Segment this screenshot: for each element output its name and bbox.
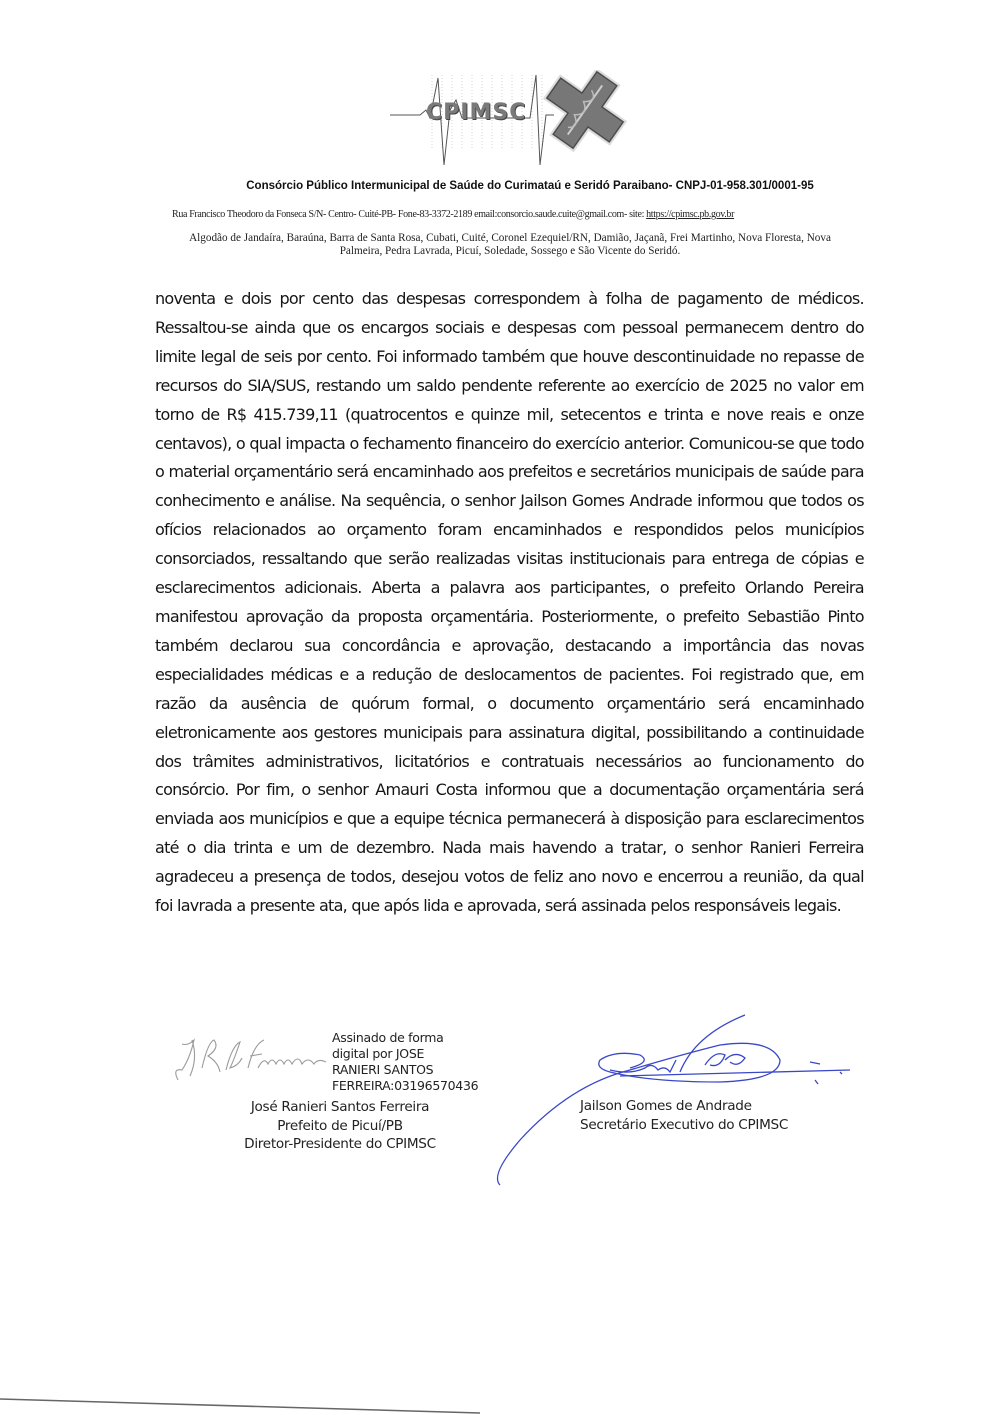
- signer-role: Secretário Executivo do CPIMSC: [580, 1117, 789, 1133]
- stamp-line: Assinado de forma: [332, 1030, 444, 1045]
- address-text: Rua Francisco Theodoro da Fonseca S/N- Centro- Cuité-PB- Fone-83-3372-2189: [172, 209, 475, 220]
- cpimsc-logo: [390, 70, 630, 170]
- signer-block-left: [190, 1098, 490, 1154]
- stamp-line: digital por JOSE: [332, 1046, 425, 1061]
- page-edge-line: [0, 1385, 1000, 1415]
- member-municipalities: [150, 232, 870, 258]
- signature-ranieri: [168, 1028, 338, 1088]
- minutes-paragraph: noventa e dois por cento das despesas correspondem à folha de pagamento de médicos. Ressaltou-se ainda que os encargos sociais e despesas com pessoal permanecem dentro do limite legal de seis por cento. Foi informado também que houve descontinuidade no repasse de recursos do SIA/SUS, restando um saldo pendente referente ao exercício de 2025 no valor em torno de R$ 415.739,11 (quatrocentos e quinze mil, setecentos e trinta e nove reais e onze centavos), o qual impacta o fechamento financeiro do exercício anterior. Comunicou-se que todo o material orçamentário será encaminhado aos prefeitos e secretários municipais de saúde para conhecimento e análise. Na sequência, o senhor Jailson Gomes Andrade informou que todos os ofícios relacionados ao orçamento foram encaminhados e respondidos pelos municípios consorciados, ressaltando que serão realizadas visitas institucionais para entrega de cópias e esclarecimentos adicionais. Aberta a palavra aos participantes, o prefeito Orlando Pereira manifestou aprovação da proposta orçamentária. Posteriormente, o prefeito Sebastião Pinto também declarou sua concordância e aprovação, destacando a importância das novas especialidades médicas e a redução de deslocamentos de pacientes. Foi registrado que, em razão da ausência de quórum formal, o documento orçamentário será encaminhado eletronicamente aos gestores municipais para assinatura digital, possibilitando a continuidade dos trâmites administrativos, licitatórios e contratuais necessários ao funcionamento do consórcio. Por fim, o senhor Amauri Costa informou que a documentação orçamentária será enviada aos municípios e que a equipe técnica permanecerá à disposição para esclarecimentos até o dia trinta e um de dezembro. Nada mais havendo a tratar, o senhor Ranieri Ferreira agradeceu a presença de todos, desejou votos de feliz ano novo e encerrou a reunião, da qual foi lavrada a presente ata, que após lida e aprovada, será assinada pelos responsáveis legais.: [155, 289, 864, 916]
- signer-name: José Ranieri Santos Ferreira: [250, 1099, 430, 1115]
- signer-role: Prefeito de Picuí/PB: [277, 1117, 403, 1134]
- organization-name: Consórcio Público Intermunicipal de Saúde do Curimataú e Seridó Paraibano- CNPJ-01-958.301/0001-95: [246, 180, 814, 192]
- stamp-line: RANIERI SANTOS: [332, 1062, 434, 1077]
- signer-block-right: [580, 1097, 788, 1135]
- email-link[interactable]: email:consorcio.saude.cuite@gmail.com-: [474, 209, 627, 220]
- site-label: site:: [626, 209, 647, 220]
- site-link[interactable]: https://cpimsc.pb.gov.br: [646, 209, 735, 220]
- members-line-2: Palmeira, Pedra Lavrada, Picuí, Soledade, Sossego e São Vicente do Seridó.: [339, 245, 681, 257]
- members-line-1: Algodão de Jandaíra, Baraúna, Barra de Santa Rosa, Cubati, Cuité, Coronel Ezequiel/RN, Damião, Jaçanã, Frei Martinho, Nova Floresta, Nova: [189, 232, 831, 244]
- address-line: [172, 209, 734, 220]
- digital-signature-stamp: [332, 1030, 478, 1094]
- signer-name: Jailson Gomes de Andrade: [580, 1098, 752, 1114]
- stamp-line: FERREIRA:03196570436: [332, 1078, 479, 1093]
- logo-text: CPIMSC: [426, 100, 527, 125]
- signer-role: Diretor-Presidente do CPIMSC: [244, 1136, 436, 1152]
